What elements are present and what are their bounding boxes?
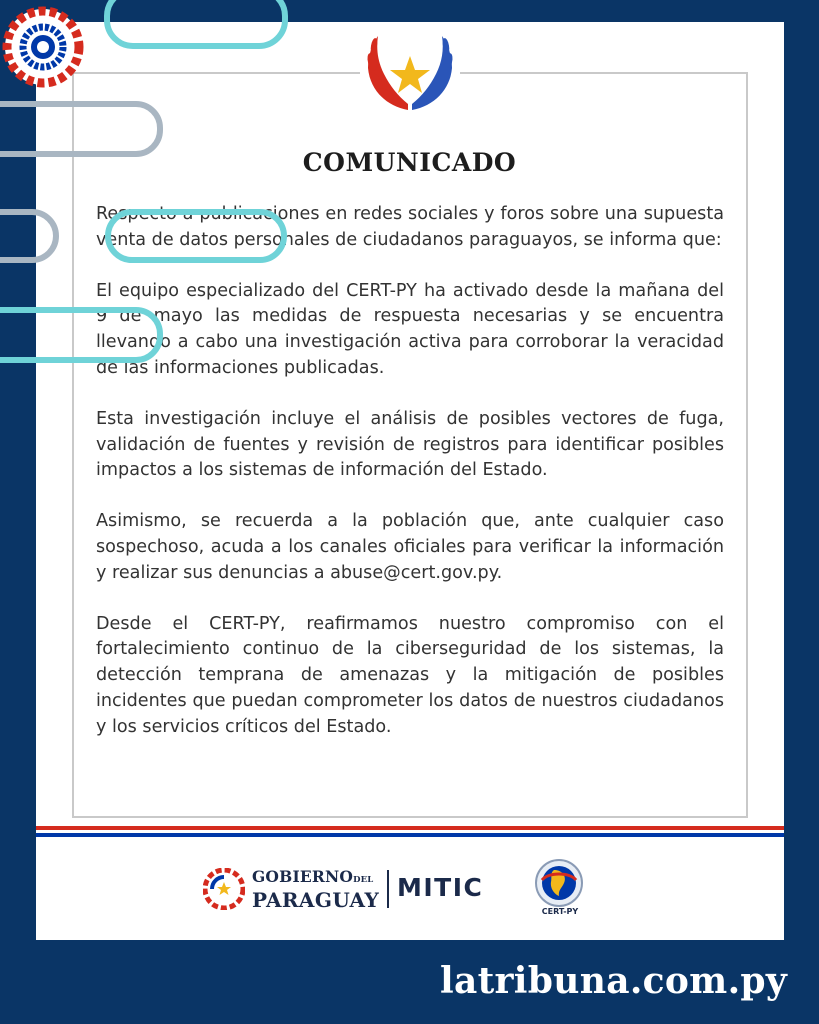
page-title: COMUNICADO	[302, 148, 517, 177]
gobierno-line2: PARAGUAY	[252, 888, 380, 912]
site-watermark: latribuna.com.py	[440, 960, 788, 1002]
gobierno-line1	[252, 868, 379, 889]
gobierno-wordmark	[252, 868, 379, 911]
gobierno-logo-icon	[203, 868, 245, 910]
communique-body	[96, 202, 724, 766]
cert-py-label: CERT-PY	[541, 907, 579, 916]
mitic-wordmark: MITIC	[397, 873, 484, 902]
paragraph-response: El equipo especializado del CERT-PY ha activado desde la mañana del 9 de mayo las medidas de respuesta necesarias y se encuentra llevando a cabo una investigación activa para corroborar la veracidad de las informaciones publicadas.	[96, 280, 724, 378]
paragraph-reminder: Asimismo, se recuerda a la población que, ante cualquier caso sospechoso, acuda a los canales oficiales para verificar la información y realizar sus denuncias a abuse@cert.gov.py.	[96, 511, 724, 583]
laurel-star-icon	[362, 32, 458, 114]
paragraph-investigation: Esta investigación incluye el análisis de posibles vectores de fuga, validación de fuentes y revisión de registros para identificar posibles impactos a los sistemas de información del Estado.	[96, 408, 724, 481]
gobierno-del: DEL	[353, 875, 374, 885]
gobierno-main: GOBIERNO	[252, 867, 354, 886]
flag-stripes	[36, 826, 784, 837]
paragraph-commitment: Desde el CERT-PY, reafirmamos nuestro compromiso con el fortalecimiento continuo de la ciberseguridad de los sistemas, la detección temprana de amenazas y la mitigación de posibles incidentes que puedan comprometer los datos de nuestros ciudadanos y los servicios críticos del Estado.	[96, 613, 724, 737]
flag-rosette-icon	[2, 6, 84, 88]
frame-top-right	[460, 72, 748, 74]
paragraph-intro: Respecto a publicaciones en redes sociales y foros sobre una supuesta venta de datos personales de ciudadanos paraguayos, se informa que:	[96, 204, 724, 250]
logo-separator	[387, 870, 389, 908]
stripe-blue	[36, 833, 784, 837]
frame-top-left	[72, 72, 360, 74]
cert-py-globe-icon	[534, 858, 584, 908]
